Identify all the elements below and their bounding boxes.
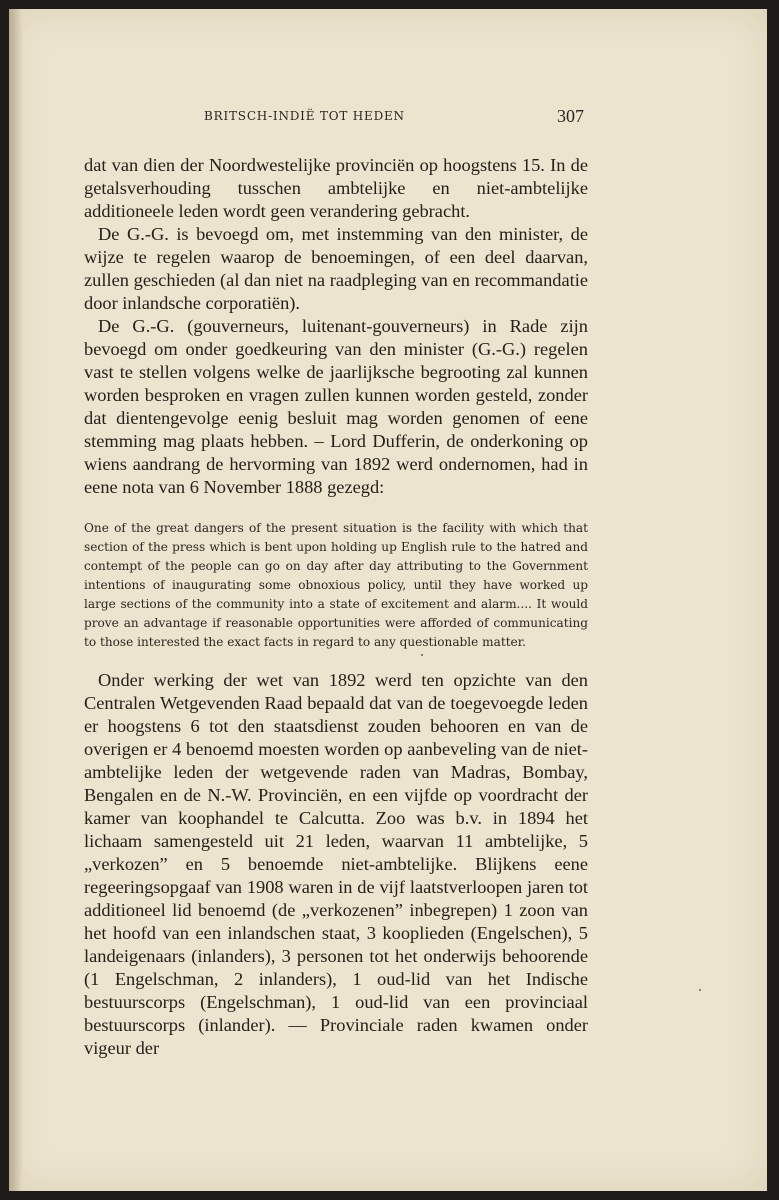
paragraph-4: Onder werking der wet van 1892 werd ten opzichte van den Centralen Wetgevenden Raad bepaald dat van de toegevoegde leden er hoogstens 6 tot den staatsdienst zouden behooren en van de overigen er 4 benoemd moesten worden op aanbeveling van de niet-ambtelijke leden der wetgevende raden van Madras, Bombay, Bengalen en de N.-W. Provinciën, en een vijfde op voordracht der kamer van koophandel te Calcutta. Zoo was b.v. in 1894 het lichaam samengesteld uit 21 leden, waarvan 11 ambtelijke, 5 „verkozen” en 5 benoemde niet-ambtelijke. Blijkens eene regeeringsopgaaf van 1908 waren in de vijf laatstverloopen jaren tot additioneel lid benoemd (de „verkozenen” inbegrepen) 1 zoon van het hoofd van een inlandschen staat, 3 kooplieden (Engelschen), 5 landeigenaars (inlanders), 3 personen tot het onderwijs behoorende (1 Engelschman, 2 inlanders), 1 oud-lid van het Indische bestuurscorps (Engelschman), 1 oud-lid van een provinciaal bestuurscorps (inlander). — Provinciale raden kwamen onder vigeur der <box>84 670 588 1058</box>
paragraph-3: De G.-G. (gouverneurs, luitenant-gouverneurs) in Rade zijn bevoegd om onder goedkeuring van den minister (G.-G.) regelen vast te stellen volgens welke de jaarlijksche begrooting zal kunnen worden besproken en vragen zullen kunnen worden gesteld, zonder dat dientengevolge eenig besluit mag worden genomen of eene stemming mag plaats hebben. – Lord Dufferin, de onderkoning op wiens aandrang de hervorming van 1892 werd ondernomen, had in eene nota van 6 November 1888 gezegd: <box>84 316 588 497</box>
body-text <box>84 154 588 1060</box>
book-page <box>9 9 767 1191</box>
block-quote: One of the great dangers of the present situation is the facility with which that section of the press which is bent upon holding up English rule to the hatred and contempt of the people can go on day after day attributing to the Government intentions of inaugurating some obnoxious policy, until they have worked up large sections of the community into a state of excitement and alarm.... It would prove an advantage if reasonable opportunities were afforded of communicating to those interested the exact facts in regard to any questionable matter. <box>84 521 588 649</box>
paragraph-2: De G.-G. is bevoegd om, met instemming van den minister, de wijze te regelen waarop de benoemingen, of een deel daarvan, zullen geschieden (al dan niet na raadpleging van en recommandatie door inlandsche corporatiën). <box>84 224 588 313</box>
running-head: BRITSCH-INDIË TOT HEDEN <box>204 109 405 123</box>
page-gutter <box>9 9 23 1191</box>
paper-speck <box>421 654 423 656</box>
paragraph-1: dat van dien der Noordwestelijke provinciën op hoogstens 15. In de getalsverhouding tusschen ambtelijke en niet-ambtelijke additioneele leden wordt geen verandering gebracht. <box>84 155 588 221</box>
paper-speck <box>699 989 701 991</box>
page-number: 307 <box>557 106 584 126</box>
